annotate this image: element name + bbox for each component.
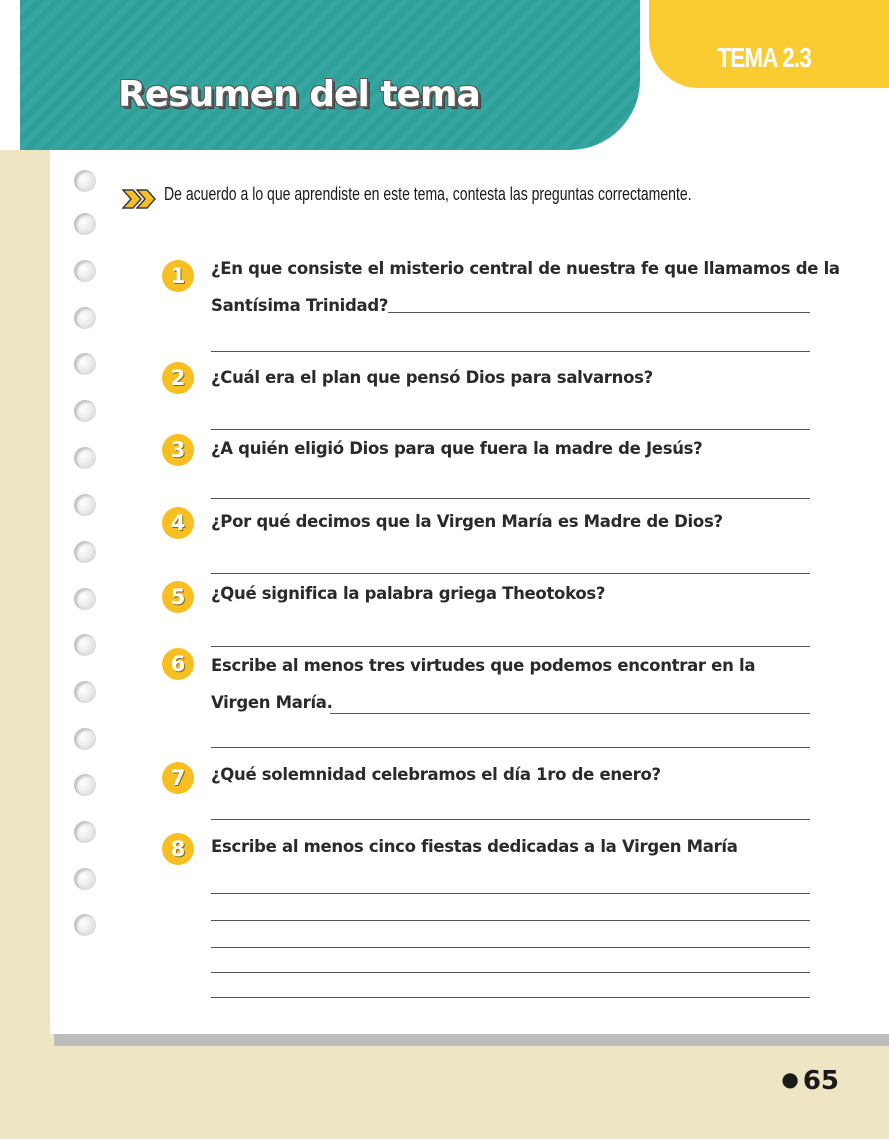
binder-hole bbox=[74, 728, 96, 750]
question-2-text: ¿Cuál era el plan que pensó Dios para salvarnos? bbox=[211, 368, 653, 387]
question-8-text: Escribe al menos cinco fiestas dedicadas a la Virgen María bbox=[211, 837, 738, 856]
question-number-7: 7 bbox=[162, 762, 194, 794]
question-6-text: Escribe al menos tres virtudes que podemos encontrar en la bbox=[211, 656, 756, 675]
question-4-text: ¿Por qué decimos que la Virgen María es Madre de Dios? bbox=[211, 512, 723, 531]
binder-hole bbox=[74, 170, 96, 192]
answer-line[interactable] bbox=[211, 920, 810, 921]
question-number-2: 2 bbox=[162, 362, 194, 394]
binder-hole bbox=[74, 914, 96, 936]
answer-line[interactable] bbox=[211, 893, 810, 894]
question-6-text-continued: Virgen María. bbox=[211, 693, 333, 712]
answer-line[interactable] bbox=[211, 747, 810, 748]
double-chevron-right-icon bbox=[122, 186, 158, 212]
question-1-text-continued: Santísima Trinidad? bbox=[211, 296, 389, 315]
question-number-3: 3 bbox=[162, 434, 194, 466]
question-number-8: 8 bbox=[162, 833, 194, 865]
binder-hole bbox=[74, 634, 96, 656]
binder-hole bbox=[74, 588, 96, 610]
answer-line[interactable] bbox=[211, 351, 810, 352]
answer-line[interactable] bbox=[211, 947, 810, 948]
answer-line[interactable] bbox=[211, 429, 810, 430]
answer-line[interactable] bbox=[211, 997, 810, 998]
instruction-text: De acuerdo a lo que aprendiste en este tema, contesta las preguntas correctamente. bbox=[164, 184, 692, 204]
tema-label: TEMA 2.3 bbox=[717, 42, 811, 73]
question-1-text: ¿En que consiste el misterio central de nuestra fe que llamamos de la bbox=[211, 259, 840, 278]
answer-line[interactable] bbox=[211, 819, 810, 820]
binder-hole bbox=[74, 260, 96, 282]
binder-hole bbox=[74, 681, 96, 703]
binder-hole bbox=[74, 494, 96, 516]
answer-line[interactable] bbox=[330, 713, 810, 714]
answer-line[interactable] bbox=[211, 972, 810, 973]
question-5-text: ¿Qué significa la palabra griega Theotokos? bbox=[211, 584, 606, 603]
binder-hole bbox=[74, 213, 96, 235]
binder-hole bbox=[74, 447, 96, 469]
page-number-value: 65 bbox=[802, 1066, 839, 1096]
answer-line[interactable] bbox=[211, 646, 810, 647]
answer-line[interactable] bbox=[211, 573, 810, 574]
binder-hole bbox=[74, 541, 96, 563]
question-3-text: ¿A quién eligió Dios para que fuera la madre de Jesús? bbox=[211, 439, 703, 458]
question-number-5: 5 bbox=[162, 581, 194, 613]
question-7-text: ¿Qué solemnidad celebramos el día 1ro de enero? bbox=[211, 765, 661, 784]
question-number-4: 4 bbox=[162, 507, 194, 539]
answer-line[interactable] bbox=[388, 312, 810, 313]
answer-line[interactable] bbox=[211, 498, 810, 499]
binder-hole bbox=[74, 353, 96, 375]
page-title: Resumen del tema bbox=[118, 74, 480, 115]
bullet-icon: ● bbox=[781, 1067, 799, 1091]
question-number-6: 6 bbox=[162, 648, 194, 680]
binder-hole bbox=[74, 774, 96, 796]
tema-badge bbox=[649, 0, 889, 88]
binder-hole bbox=[74, 307, 96, 329]
page-number bbox=[781, 1066, 839, 1096]
question-number-1: 1 bbox=[162, 260, 194, 292]
binder-hole bbox=[74, 400, 96, 422]
binder-holes bbox=[74, 0, 98, 1139]
binder-hole bbox=[74, 821, 96, 843]
binder-hole bbox=[74, 868, 96, 890]
